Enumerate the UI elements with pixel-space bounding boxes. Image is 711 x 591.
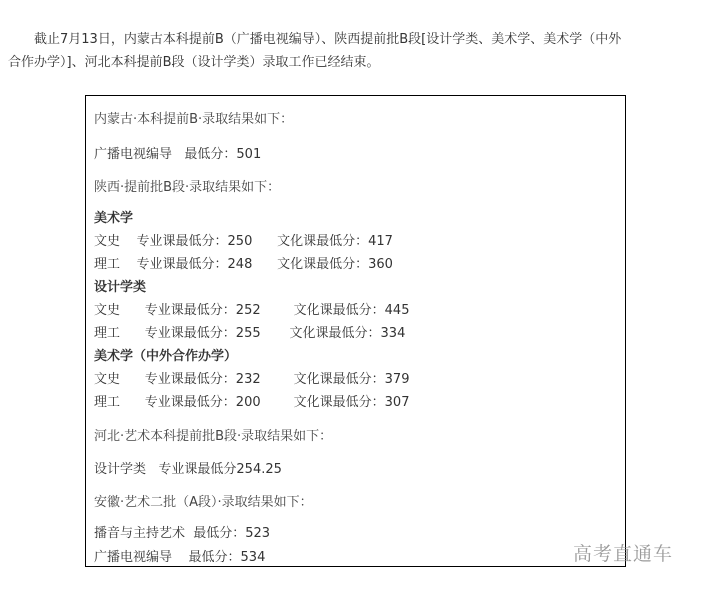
nm-header: 内蒙古·本科提前B·录取结果如下： [94, 112, 294, 127]
hezuo-wen-row: 文史 专业课最低分：232 文化课最低分：379 [94, 372, 410, 387]
hezuo-li-row: 理工 专业课最低分：200 文化课最低分：307 [94, 395, 410, 410]
nm-row: 广播电视编导 最低分：501 [94, 147, 262, 162]
intro-paragraph [8, 28, 708, 74]
ah-row-1: 播音与主持艺术 最低分：523 [94, 526, 271, 541]
meishu-title: 美术学 [94, 211, 134, 226]
sheji-title: 设计学类 [94, 280, 147, 295]
intro-line-1: 截止7月13日，内蒙古本科提前B（广播电视编导）、陕西提前批B段[设计学类、美术学、美术学（中外 [34, 32, 622, 47]
watermark: 高考直通车 [573, 543, 674, 565]
meishu-wen-row: 文史 专业课最低分：250 文化课最低分：417 [94, 234, 393, 249]
hezuo-title: 美术学（中外合作办学） [94, 349, 238, 364]
meishu-li-row: 理工 专业课最低分：248 文化课最低分：360 [94, 257, 393, 272]
sx-header: 陕西·提前批B段·录取结果如下： [94, 180, 281, 195]
ah-header: 安徽·艺术二批（A段）·录取结果如下： [94, 495, 313, 510]
results-box [85, 95, 626, 567]
hb-row: 设计学类 专业课最低分254.25 [94, 462, 282, 477]
sheji-li-row: 理工 专业课最低分：255 文化课最低分：334 [94, 326, 406, 341]
sheji-wen-row: 文史 专业课最低分：252 文化课最低分：445 [94, 303, 410, 318]
ah-row-2: 广播电视编导 最低分：534 [94, 550, 266, 565]
intro-line-2: 合作办学）]、河北本科提前B段（设计学类）录取工作已经结束。 [8, 55, 380, 70]
hb-header: 河北·艺术本科提前批B段·录取结果如下： [94, 429, 333, 444]
